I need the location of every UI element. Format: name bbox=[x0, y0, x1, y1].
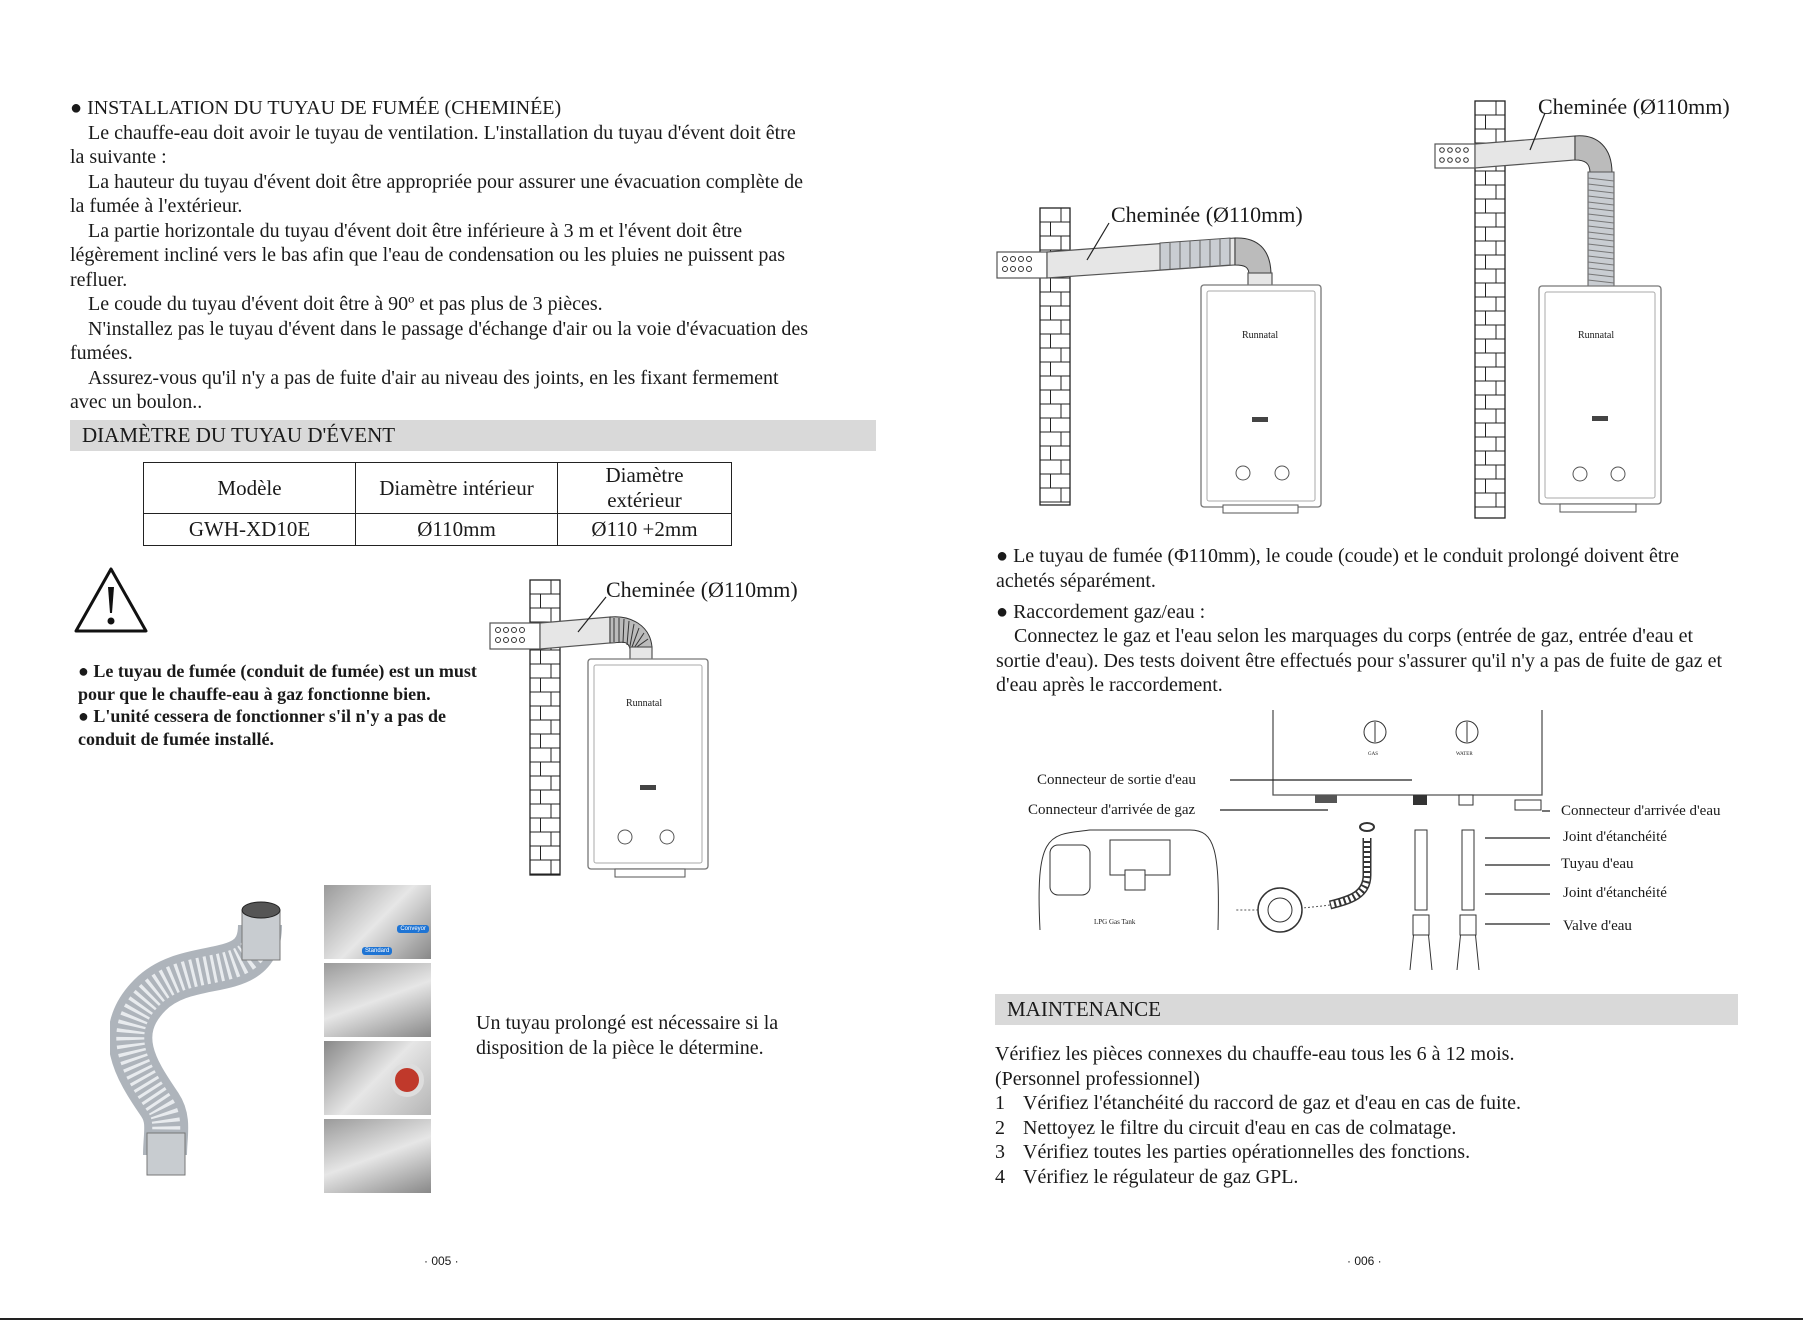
chimney-diagram-high bbox=[1430, 98, 1700, 523]
label-water-pipe: Tuyau d'eau bbox=[1561, 856, 1634, 872]
list-number: 4 bbox=[995, 1165, 1005, 1188]
install-section bbox=[70, 96, 810, 415]
diameter-section-header: DIAMÈTRE DU TUYAU D'ÉVENT bbox=[70, 420, 876, 451]
purchase-note: ● Le tuyau de fumée (Φ110mm), le coude (coude) et le conduit prolongé doivent être achetés séparément. bbox=[996, 545, 1679, 592]
list-item bbox=[995, 1091, 1725, 1116]
install-title: ● INSTALLATION DU TUYAU DE FUMÉE (CHEMINÉE) bbox=[70, 97, 562, 119]
install-paragraph: Le chauffe-eau doit avoir le tuyau de ventilation. L'installation du tuyau d'évent doit être la suivante : bbox=[70, 121, 796, 168]
install-paragraph: Assurez-vous qu'il n'y a pas de fuite d'air au niveau des joints, en les fixant fermement avec un boulon.. bbox=[70, 366, 779, 413]
heater-brand: Runnatal bbox=[1578, 330, 1615, 341]
thumbnail bbox=[324, 963, 431, 1037]
label-lpg-tank: LPG Gas Tank bbox=[1094, 918, 1136, 926]
maintenance-intro: Vérifiez les pièces connexes du chauffe-eau tous les 6 à 12 mois. bbox=[995, 1043, 1515, 1065]
list-text: Vérifiez l'étanchéité du raccord de gaz et d'eau en cas de fuite. bbox=[1023, 1092, 1522, 1114]
table-row bbox=[144, 514, 732, 546]
install-paragraph: Le coude du tuyau d'évent doit être à 90º et pas plus de 3 pièces. bbox=[88, 293, 603, 315]
page-number: · 005 · bbox=[424, 1254, 459, 1268]
heater-brand: Runnatal bbox=[626, 698, 663, 709]
maintenance-section bbox=[995, 1042, 1725, 1189]
thumbnail bbox=[324, 1119, 431, 1193]
table-cell: Ø110mm bbox=[356, 514, 558, 546]
chimney-diagram-low bbox=[995, 205, 1335, 515]
table-cell: Ø110 +2mm bbox=[558, 514, 732, 546]
list-number: 1 bbox=[995, 1092, 1005, 1114]
warning-item: ● Le tuyau de fumée (conduit de fumée) est un must pour que le chauffe-eau à gaz fonctionne bien. bbox=[78, 661, 477, 704]
list-item bbox=[995, 1116, 1725, 1141]
thumbnail bbox=[324, 1041, 431, 1115]
list-text: Nettoyez le filtre du circuit d'eau en cas de colmatage. bbox=[1023, 1116, 1457, 1139]
chimney-diagram bbox=[480, 575, 820, 885]
list-item bbox=[995, 1165, 1725, 1190]
label-knob-water: WATER bbox=[1456, 752, 1473, 757]
water-heater bbox=[588, 659, 708, 877]
warning-icon bbox=[72, 565, 150, 635]
chimney-label-high: Cheminée (Ø110mm) bbox=[1538, 94, 1730, 119]
diameter-table bbox=[143, 462, 732, 546]
label-knob-gas: GAS bbox=[1368, 752, 1379, 757]
table-header: Modèle bbox=[144, 463, 356, 514]
extension-thumbnails bbox=[324, 885, 431, 1193]
chimney-label-low: Cheminée (Ø110mm) bbox=[1111, 202, 1303, 227]
install-paragraph: La hauteur du tuyau d'évent doit être appropriée pour assurer une évacuation complète de la fumée à l'extérieur. bbox=[70, 170, 803, 217]
chimney-label: Cheminée (Ø110mm) bbox=[606, 577, 798, 602]
label-seal-2: Joint d'étanchéité bbox=[1563, 885, 1667, 901]
extension-note: Un tuyau prolongé est nécessaire si la disposition de la pièce le détermine. bbox=[476, 1012, 779, 1059]
connection-diagram bbox=[1030, 710, 1550, 975]
page-number: · 006 · bbox=[1347, 1254, 1382, 1268]
warning-item: ● L'unité cessera de fonctionner s'il n'y a pas de conduit de fumée installé. bbox=[78, 706, 447, 749]
thumb-tag: Standard bbox=[362, 947, 392, 955]
list-text: Vérifiez toutes les parties opérationnelles des fonctions. bbox=[1023, 1141, 1471, 1163]
label-seal-1: Joint d'étanchéité bbox=[1563, 829, 1667, 845]
list-item bbox=[995, 1140, 1725, 1165]
table-header: Diamètre intérieur bbox=[356, 463, 558, 514]
extension-pipe-image bbox=[110, 885, 310, 1180]
warning-text bbox=[78, 660, 478, 750]
install-paragraph: La partie horizontale du tuyau d'évent doit être inférieure à 3 m et l'évent doit être légèrement incliné vers le bas afin que l'eau de condensation ou les pluies ne puissent pas refluer. bbox=[70, 219, 786, 291]
label-water-inlet: Connecteur d'arrivée d'eau bbox=[1561, 803, 1721, 819]
table-header-row bbox=[144, 463, 732, 514]
label-water-valve: Valve d'eau bbox=[1563, 918, 1632, 934]
connection-title: ● Raccordement gaz/eau : bbox=[996, 601, 1206, 623]
label-water-outlet: Connecteur de sortie d'eau bbox=[1037, 772, 1196, 788]
install-paragraph: N'installez pas le tuyau d'évent dans le passage d'échange d'air ou la voie d'évacuation des fumées. bbox=[70, 317, 808, 364]
list-number: 3 bbox=[995, 1141, 1005, 1163]
table-header: Diamètre extérieur bbox=[558, 463, 732, 514]
thumb-tag: Conveyor bbox=[397, 925, 429, 933]
thumbnail bbox=[324, 885, 431, 959]
table-cell: GWH-XD10E bbox=[144, 514, 356, 546]
thumb-ring bbox=[390, 1063, 424, 1097]
bottom-rule bbox=[0, 1318, 1803, 1320]
connection-text: Connectez le gaz et l'eau selon les marquages du corps (entrée de gaz, entrée d'eau et sortie d'eau). Des tests doivent être effectués pour s'assurer qu'il n'y a pas de fuite de gaz et d'eau après le raccordement. bbox=[996, 625, 1723, 696]
vent-pipe bbox=[490, 617, 652, 661]
maintenance-section-header: MAINTENANCE bbox=[995, 994, 1738, 1025]
label-gas-inlet: Connecteur d'arrivée de gaz bbox=[1028, 802, 1196, 818]
list-number: 2 bbox=[995, 1116, 1005, 1139]
list-text: Vérifiez le régulateur de gaz GPL. bbox=[1023, 1165, 1299, 1188]
maintenance-intro-note: (Personnel professionnel) bbox=[995, 1067, 1200, 1090]
heater-brand: Runnatal bbox=[1242, 330, 1279, 341]
